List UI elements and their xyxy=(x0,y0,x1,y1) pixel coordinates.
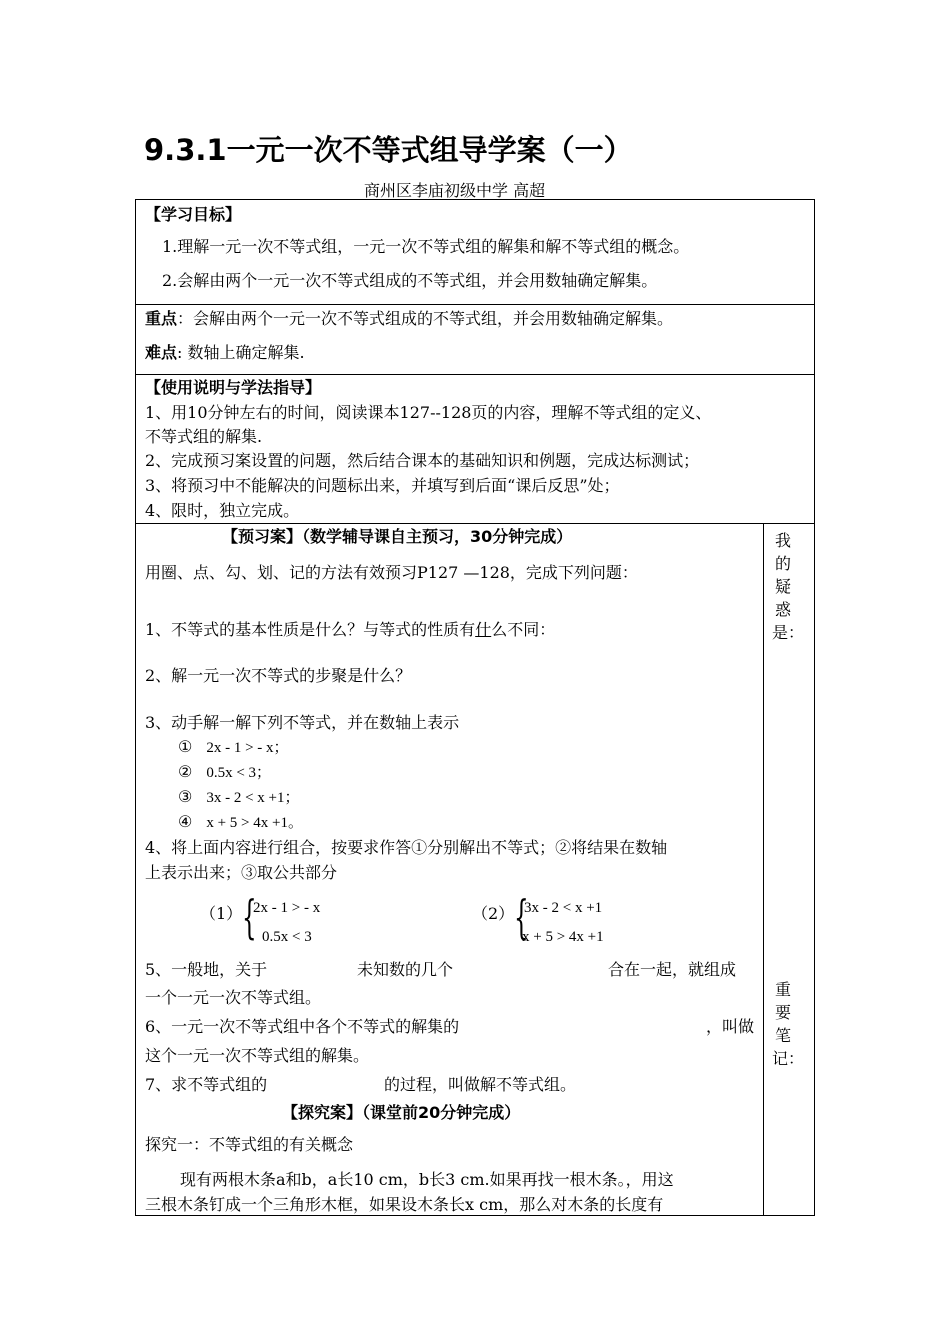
brace-icon: { xyxy=(242,890,257,944)
question-3: 3、动手解一解下列不等式，并在数轴上表示 xyxy=(145,713,460,732)
question-5-a: 5、一般地，关于 xyxy=(145,960,268,979)
guide-line: 1、用10分钟左右的时间，阅读课本127--128页的内容，理解不等式组的定义、 xyxy=(145,403,712,422)
page-title: 9.3.1一元一次不等式组导学案（一） xyxy=(144,133,633,167)
explore-heading: 【探究案】（课堂前20分钟完成） xyxy=(282,1103,521,1122)
inequality-item: ③ 3x - 2 < x +1； xyxy=(178,787,300,806)
key-point: 重点：会解由两个一元一次不等式组成的不等式组，并会用数轴确定解集。 xyxy=(145,309,674,328)
brace-icon: { xyxy=(514,890,529,944)
row-divider xyxy=(136,523,814,524)
system-1-label: （1） xyxy=(200,904,243,923)
guide-heading: 【使用说明与学法指导】 xyxy=(145,378,322,397)
inequality-item: ① 2x - 1 > - x； xyxy=(178,737,289,756)
inequality-item: ④ x + 5 > 4x +1。 xyxy=(178,812,303,831)
explore-paragraph-cont: 三根木条钉成一个三角形木框，如果设木条长x cm，那么对木条的长度有 xyxy=(145,1195,664,1214)
sidebar-notes-label: 重要笔记： xyxy=(772,980,805,1068)
column-divider xyxy=(763,523,764,1215)
objective-item: 1.理解一元一次不等式组，一元一次不等式组的解集和解不等式组的概念。 xyxy=(162,237,690,256)
system-2-top: 3x - 2 < x +1 xyxy=(524,900,603,916)
question-6-c: 这个一元一次不等式组的解集。 xyxy=(145,1046,370,1065)
objectives-heading: 【学习目标】 xyxy=(145,205,242,224)
question-2: 2、解一元一次不等式的步聚是什么？ xyxy=(145,666,412,685)
sidebar-doubt-label: 我的疑惑是： xyxy=(772,531,805,642)
preview-heading: 【预习案】（数学辅导课自主预习，30分钟完成） xyxy=(222,527,573,546)
question-5-c: 合在一起，就组成 xyxy=(608,960,737,979)
guide-line: 4、限时，独立完成。 xyxy=(145,501,300,520)
objective-item: 2.会解由两个一元一次不等式组成的不等式组，并会用数轴确定解集。 xyxy=(162,271,658,290)
explore-paragraph: 现有两根木条a和b，a长10 cm，b长3 cm.如果再找一根木条。，用这 xyxy=(180,1170,674,1189)
system-2-label: （2） xyxy=(472,904,515,923)
difficulty-point: 难点: 数轴上确定解集. xyxy=(145,343,305,362)
system-1-top: 2x - 1 > - x xyxy=(253,900,321,916)
question-4: 4、将上面内容进行组合，按要求作答①分别解出不等式；②将结果在数轴 xyxy=(145,838,668,857)
question-5-d: 一个一元一次不等式组。 xyxy=(145,988,322,1007)
question-6-b: ，叫做 xyxy=(706,1017,755,1036)
row-divider xyxy=(136,374,814,375)
system-1-bottom: 0.5x < 3 xyxy=(262,929,312,945)
inequality-item: ② 0.5x < 3； xyxy=(178,762,272,781)
question-1: 1、不等式的基本性质是什么？与等式的性质有什么不同： xyxy=(145,620,556,639)
worksheet-table xyxy=(135,199,815,1216)
row-divider xyxy=(136,304,814,305)
question-4-cont: 上表示出来；③取公共部分 xyxy=(145,863,338,882)
question-5-b: 未知数的几个 xyxy=(357,960,454,979)
question-6-a: 6、一元一次不等式组中各个不等式的解集的 xyxy=(145,1017,460,1036)
guide-line: 3、将预习中不能解决的问题标出来，并填写到后面“课后反思”处； xyxy=(145,476,620,495)
explore-subheading: 探究一：不等式组的有关概念 xyxy=(145,1135,354,1154)
author-line: 商州区李庙初级中学 高超 xyxy=(364,181,546,200)
guide-line: 2、完成预习案设置的问题，然后结合课本的基础知识和例题，完成达标测试； xyxy=(145,451,700,470)
guide-line: 不等式组的解集. xyxy=(145,427,263,446)
question-7-b: 的过程，叫做解不等式组。 xyxy=(384,1075,577,1094)
system-2-bottom: x + 5 > 4x +1 xyxy=(522,929,604,945)
preview-intro: 用圈、点、勾、划、记的方法有效预习P127 —128，完成下列问题： xyxy=(145,563,638,582)
question-7-a: 7、求不等式组的 xyxy=(145,1075,268,1094)
